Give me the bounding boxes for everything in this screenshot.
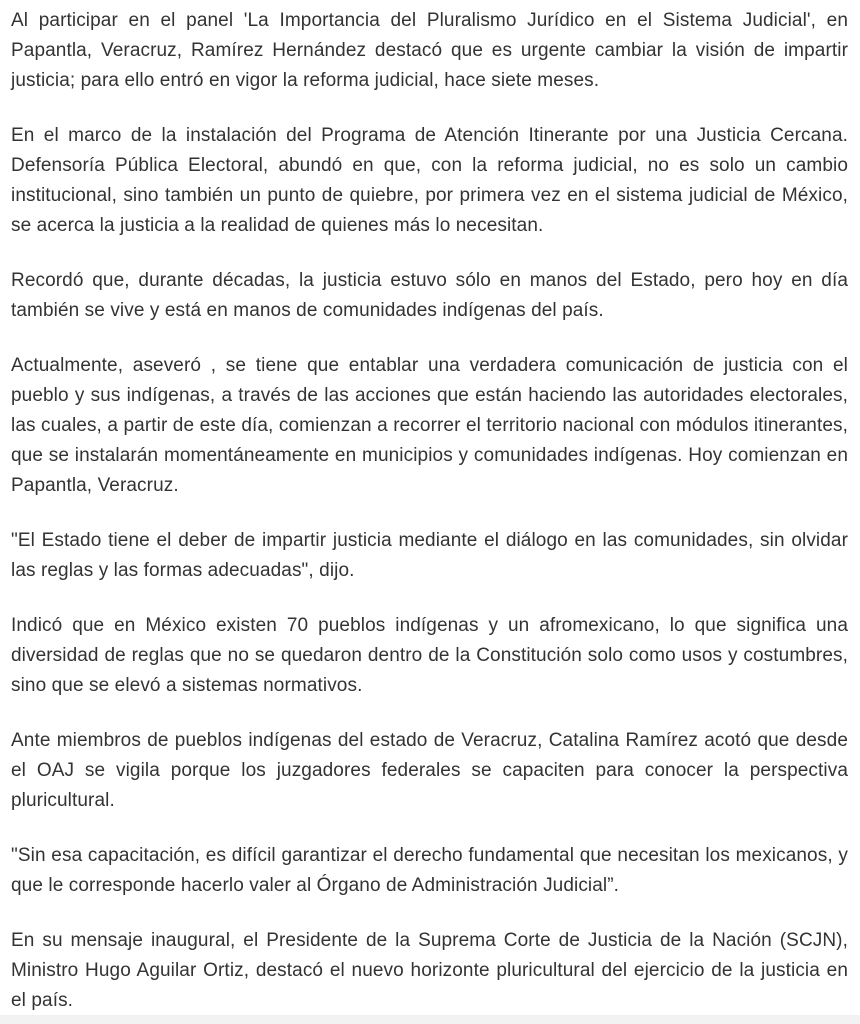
paragraph-recordo-decadas: Recordó que, durante décadas, la justicia estuvo sólo en manos del Estado, pero hoy en día también se vive y está en manos de comunidades indígenas del país. — [11, 270, 848, 321]
paragraph-quote-dialogo: "El Estado tiene el deber de impartir justicia mediante el diálogo en las comunidades, sin olvidar las reglas y las formas adecuadas", dijo. — [11, 530, 848, 581]
paragraph-modulos-itinerantes: Actualmente, aseveró , se tiene que entablar una verdadera comunicación de justicia con el pueblo y sus indígenas, a través de las acciones que están haciendo las autoridades electorales, las cuales, a partir de este día, comienzan a recorrer el territorio nacional con módulos itinerantes, que se instalarán momentáneamente en municipios y comunidades indígenas. Hoy comienzan en Papantla, Veracruz. — [11, 355, 848, 496]
paragraph-mensaje-inaugural: En su mensaje inaugural, el Presidente de la Suprema Corte de Justicia de la Nación (SCJN), Ministro Hugo Aguilar Ortiz, destacó el nuevo horizonte pluricultural del ejercicio de la justicia en el país. — [11, 930, 848, 1011]
paragraph-pueblos-indigenas: Indicó que en México existen 70 pueblos indígenas y un afromexicano, lo que significa una diversidad de reglas que no se quedaron dentro de la Constitución solo como usos y costumbres, sino que se elevó a sistemas normativos. — [11, 615, 848, 696]
paragraph-quote-capacitacion: "Sin esa capacitación, es difícil garantizar el derecho fundamental que necesitan los mexicanos, y que le corresponde hacerlo valer al Órgano de Administración Judicial”. — [11, 845, 848, 896]
paragraph-oaj-vigila: Ante miembros de pueblos indígenas del estado de Veracruz, Catalina Ramírez acotó que desde el OAJ se vigila porque los juzgadores federales se capaciten para conocer la perspectiva pluricultural. — [11, 730, 848, 811]
paragraph-programa-atencion: En el marco de la instalación del Programa de Atención Itinerante por una Justicia Cercana. Defensoría Pública Electoral, abundó en que, con la reforma judicial, no es solo un cambio institucional, sino también un punto de quiebre, por primera vez en el sistema judicial de México, se acerca la justicia a la realidad de quienes más lo necesitan. — [11, 125, 848, 236]
bottom-edge-strip — [0, 1015, 860, 1024]
paragraph-panel-intro: Al participar en el panel 'La Importancia del Pluralismo Jurídico en el Sistema Judicial', en Papantla, Veracruz, Ramírez Hernández destacó que es urgente cambiar la visión de impartir justicia; para ello entró en vigor la reforma judicial, hace siete meses. — [11, 10, 848, 91]
